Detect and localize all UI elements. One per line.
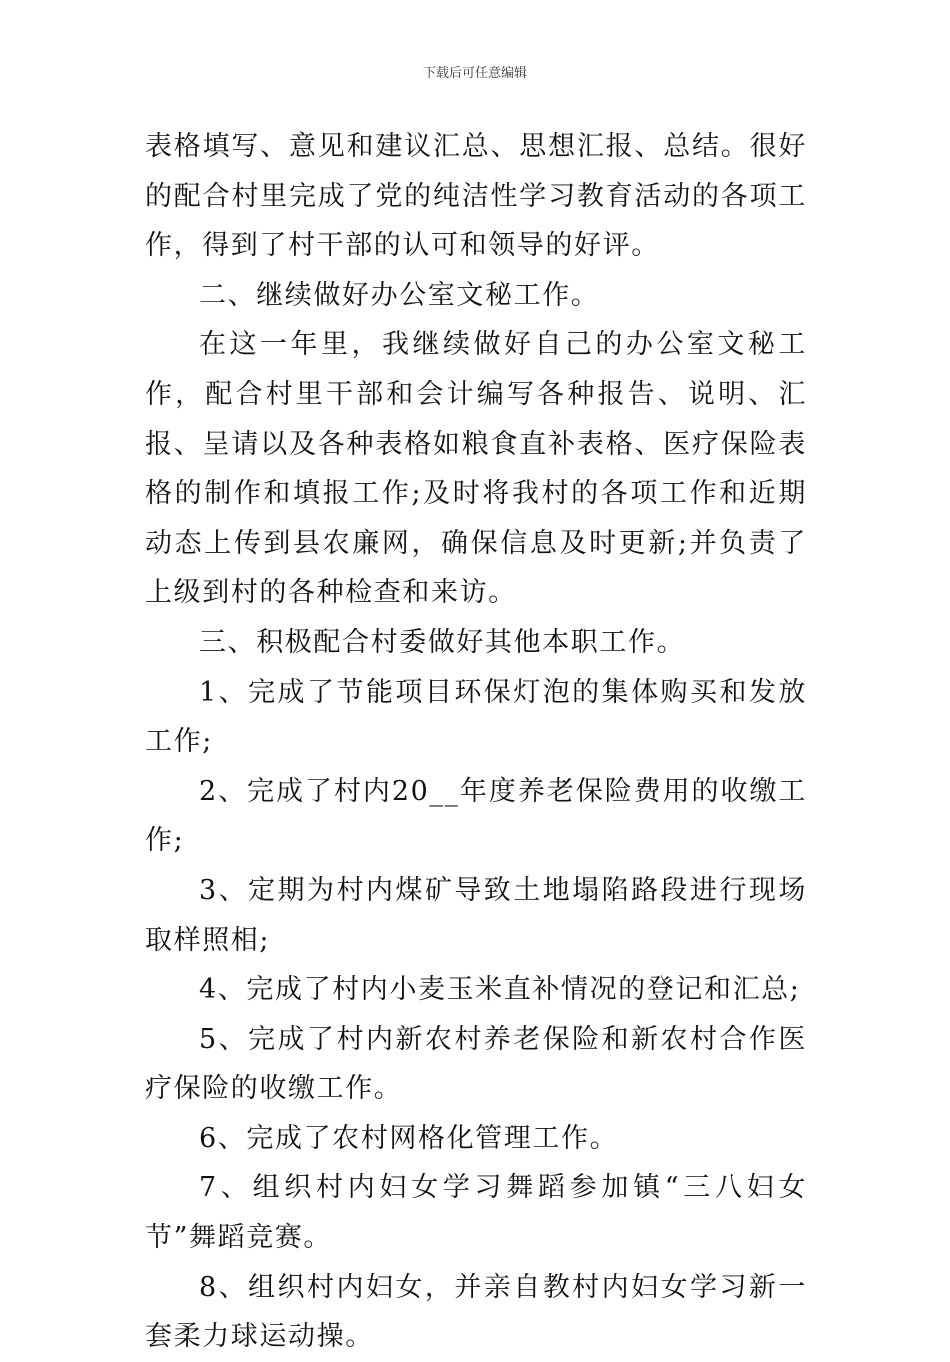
paragraph-secretary-work: 在这一年里，我继续做好自己的办公室文秘工作，配合村里干部和会计编写各种报告、说明、汇报、呈请以及各种表格如粮食直补表格、医疗保险表格的制作和填报工作;及时将我村的各项工作和近期动态上传到县农廉网，确保信息及时更新;并负责了上级到村的各种检查和来访。 [145, 329, 807, 609]
list-item-4: 4、完成了村内小麦玉米直补情况的登记和汇总; [199, 974, 801, 1006]
list-item-8: 8、组织村内妇女，并亲自教村内妇女学习新一套柔力球运动操。 [145, 1271, 807, 1353]
list-item-5: 5、完成了村内新农村养老保险和新农村合作医疗保险的收缴工作。 [145, 1023, 807, 1105]
section-heading-2: 二、继续做好办公室文秘工作。 [199, 279, 600, 311]
list-item-6: 6、完成了农村网格化管理工作。 [199, 1122, 619, 1154]
list-item-3: 3、定期为村内煤矿导致土地塌陷路段进行现场取样照相; [145, 874, 807, 956]
page-header-note: 下载后可任意编辑 [422, 66, 527, 81]
list-item-1: 1、完成了节能项目环保灯泡的集体购买和发放工作; [145, 676, 807, 758]
section-heading-3: 三、积极配合村委做好其他本职工作。 [199, 626, 686, 658]
list-item-7: 7、组织村内妇女学习舞蹈参加镇“三八妇女节”舞蹈竞赛。 [145, 1172, 807, 1254]
document-body [145, 122, 807, 1362]
paragraph-continuation: 表格填写、意见和建议汇总、思想汇报、总结。很好的配合村里完成了党的纯洁性学习教育活动的各项工作，得到了村干部的认可和领导的好评。 [145, 131, 807, 262]
list-item-2: 2、完成了村内20__年度养老保险费用的收缴工作; [145, 775, 807, 857]
